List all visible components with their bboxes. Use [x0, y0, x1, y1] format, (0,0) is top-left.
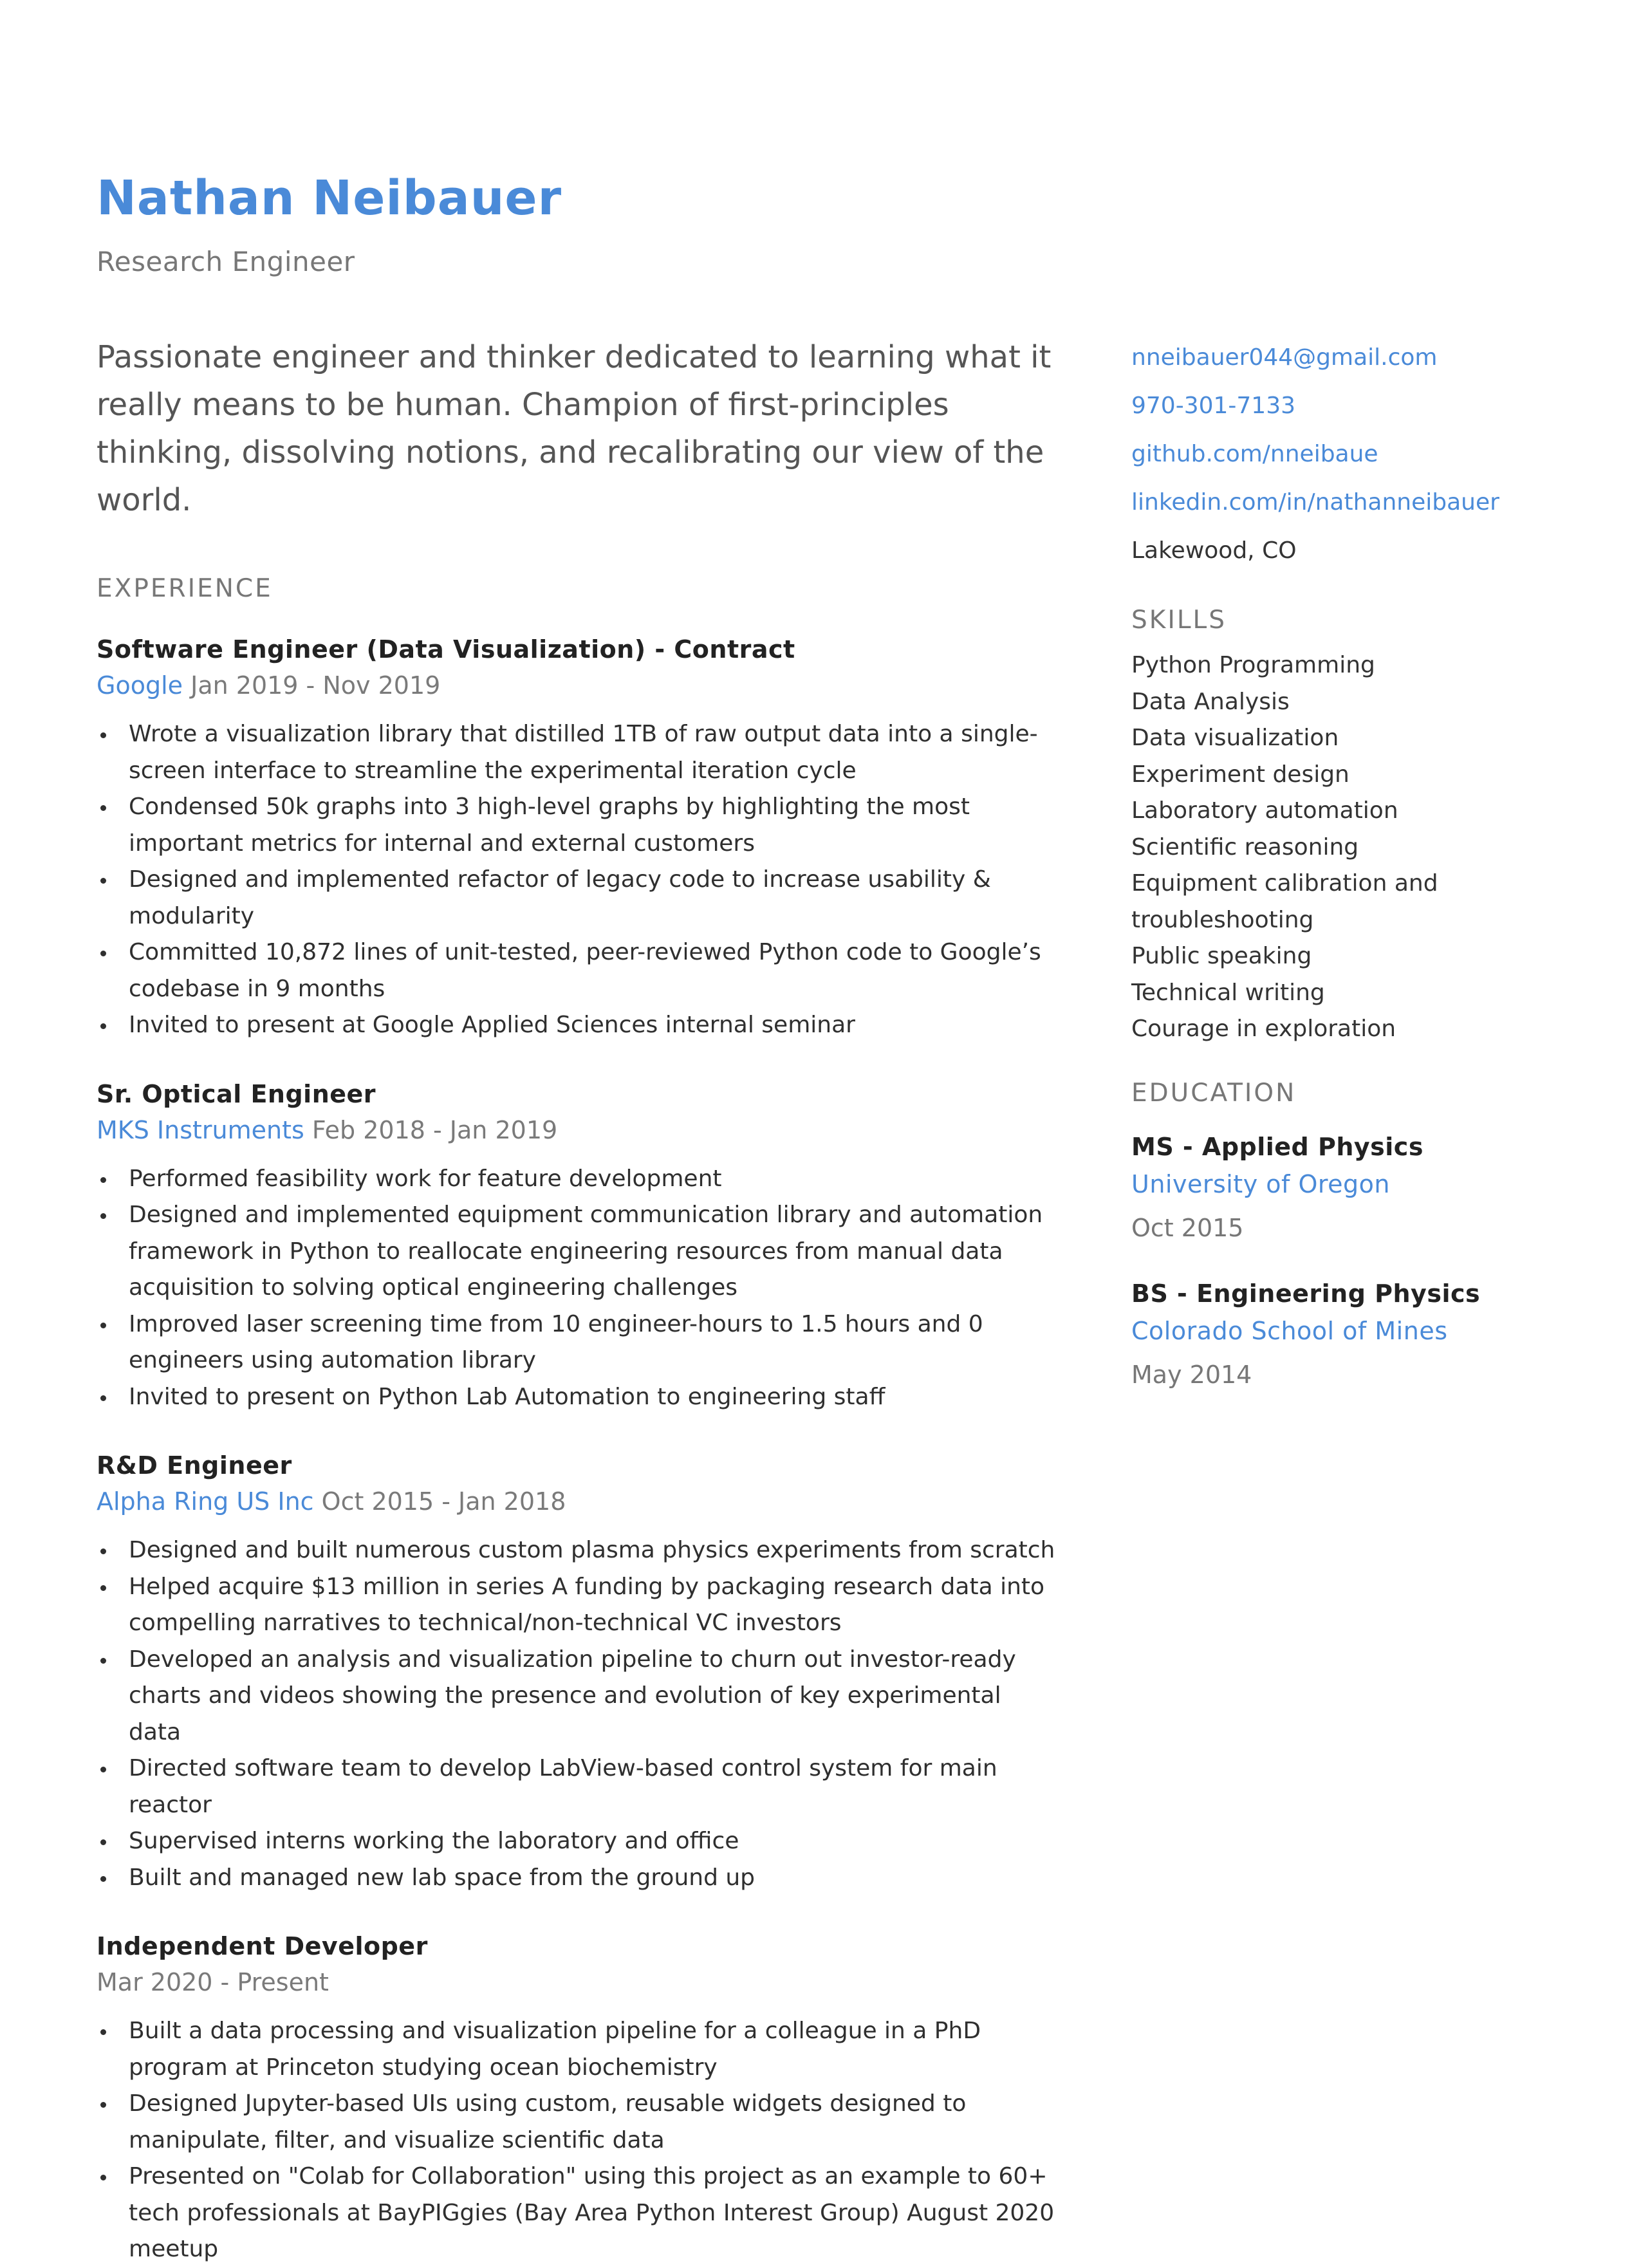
degree-title: MS - Applied Physics	[1131, 1132, 1423, 1161]
skill-item: Scientific reasoning	[1131, 833, 1359, 860]
skill-item: Laboratory automation	[1131, 797, 1398, 824]
skill-item: Python Programming	[1131, 652, 1375, 678]
company-name: MKS Instruments	[97, 1115, 304, 1144]
bullet-item: Committed 10,872 lines of unit-tested, peer-reviewed Python code to Google’s codebase in 9 months	[129, 934, 1055, 1007]
bullet-item: Developed an analysis and visualization pipeline to churn out investor-ready charts and videos showing the presence and evolution of key experimental data	[129, 1642, 1055, 1751]
bullet-item: Condensed 50k graphs into 3 high-level graphs by highlighting the most important metrics for internal and external customers	[129, 789, 1055, 862]
bullet-item: Directed software team to develop LabView-based control system for main reactor	[129, 1751, 1055, 1823]
skill-item: Data Analysis	[1131, 688, 1290, 715]
bullet-item: Invited to present on Python Lab Automation to engineering staff	[129, 1379, 1055, 1416]
school-name: University of Oregon	[1131, 1169, 1391, 1198]
experience-heading: EXPERIENCE	[97, 574, 273, 603]
bullet-item: Wrote a visualization library that distilled 1TB of raw output data into a single-screen interface to streamline the experimental iteration cycle	[129, 716, 1055, 789]
bullet-item: Designed and implemented refactor of legacy code to increase usability & modularity	[129, 862, 1055, 934]
bullet-item: Invited to present at Google Applied Sciences internal seminar	[129, 1007, 1055, 1044]
job-entry	[97, 1928, 1055, 2268]
linkedin-link[interactable]: linkedin.com/in/nathanneibauer	[1131, 489, 1499, 516]
graduation-date: May 2014	[1131, 1360, 1252, 1389]
skill-item: Equipment calibration and troubleshooting	[1131, 870, 1438, 933]
skills-list	[1131, 647, 1582, 1048]
email-link[interactable]: nneibauer044@gmail.com	[1131, 344, 1438, 371]
job-meta	[97, 1112, 1055, 1148]
bullet-item: Helped acquire $13 million in series A funding by packaging research data into compelling narratives to technical/non-technical VC investors	[129, 1569, 1055, 1642]
job-title: Sr. Optical Engineer	[97, 1079, 376, 1108]
job-dates: Oct 2015 - Jan 2018	[321, 1487, 566, 1516]
job-bullets	[97, 2013, 1055, 2268]
education-entry	[1131, 1275, 1582, 1393]
bullet-item: Supervised interns working the laboratory and office	[129, 1823, 1055, 1860]
resume-title: Research Engineer	[97, 246, 355, 277]
bullet-item: Built a data processing and visualization pipeline for a colleague in a PhD program at Princeton studying ocean biochemistry	[129, 2013, 1055, 2086]
bullet-item: Designed and implemented equipment communication library and automation framework in Python to reallocate engineering resources from manual data acquisition to solving optical engineering challenges	[129, 1197, 1055, 1306]
company-name: Google	[97, 671, 183, 700]
job-dates: Mar 2020 - Present	[97, 1968, 329, 1996]
job-entry	[97, 631, 1055, 1044]
job-dates: Jan 2019 - Nov 2019	[190, 671, 441, 700]
graduation-date: Oct 2015	[1131, 1213, 1244, 1242]
job-bullets	[97, 1532, 1055, 1896]
resume-name: Nathan Neibauer	[97, 171, 562, 226]
bullet-item: Designed and built numerous custom plasma physics experiments from scratch	[129, 1532, 1055, 1569]
education-heading: EDUCATION	[1131, 1078, 1297, 1108]
company-name: Alpha Ring US Inc	[97, 1487, 314, 1516]
job-meta	[97, 1483, 1055, 1520]
github-link[interactable]: github.com/nneibaue	[1131, 441, 1378, 467]
job-title: R&D Engineer	[97, 1451, 292, 1480]
main-column	[97, 333, 1055, 2268]
bullet-item: Designed Jupyter-based UIs using custom, reusable widgets designed to manipulate, filter, and visualize scientific data	[129, 2086, 1055, 2159]
skill-item: Data visualization	[1131, 725, 1339, 751]
bullet-item: Improved laser screening time from 10 engineer-hours to 1.5 hours and 0 engineers using automation library	[129, 1306, 1055, 1379]
bullet-item: Built and managed new lab space from the ground up	[129, 1860, 1055, 1897]
job-dates: Feb 2018 - Jan 2019	[311, 1115, 558, 1144]
location-text: Lakewood, CO	[1131, 537, 1297, 564]
skill-item: Courage in exploration	[1131, 1016, 1396, 1042]
job-meta	[97, 667, 1055, 703]
job-bullets	[97, 1161, 1055, 1416]
sidebar-column	[1131, 333, 1582, 1393]
job-title: Independent Developer	[97, 1932, 428, 1960]
bullet-item: Performed feasibility work for feature development	[129, 1161, 1055, 1198]
skill-item: Public speaking	[1131, 943, 1312, 969]
degree-title: BS - Engineering Physics	[1131, 1279, 1481, 1308]
skill-item: Experiment design	[1131, 761, 1349, 788]
education-entry	[1131, 1128, 1582, 1247]
job-entry	[97, 1447, 1055, 1896]
job-bullets	[97, 716, 1055, 1044]
job-entry	[97, 1076, 1055, 1416]
bullet-item: Presented on "Colab for Collaboration" using this project as an example to 60+ tech professionals at BayPIGgies (Bay Area Python Interest Group) August 2020 meetup	[129, 2159, 1055, 2268]
job-title: Software Engineer (Data Visualization) - Contract	[97, 635, 795, 664]
school-name: Colorado School of Mines	[1131, 1316, 1448, 1345]
summary-text: Passionate engineer and thinker dedicated to learning what it really means to be human. Champion of first-principles thinking, dissolving notions, and recalibrating our view of the world.	[97, 339, 1052, 518]
skill-item: Technical writing	[1131, 979, 1325, 1006]
phone-link[interactable]: 970-301-7133	[1131, 393, 1296, 419]
skills-heading: SKILLS	[1131, 606, 1227, 635]
job-meta	[97, 1964, 1055, 2000]
